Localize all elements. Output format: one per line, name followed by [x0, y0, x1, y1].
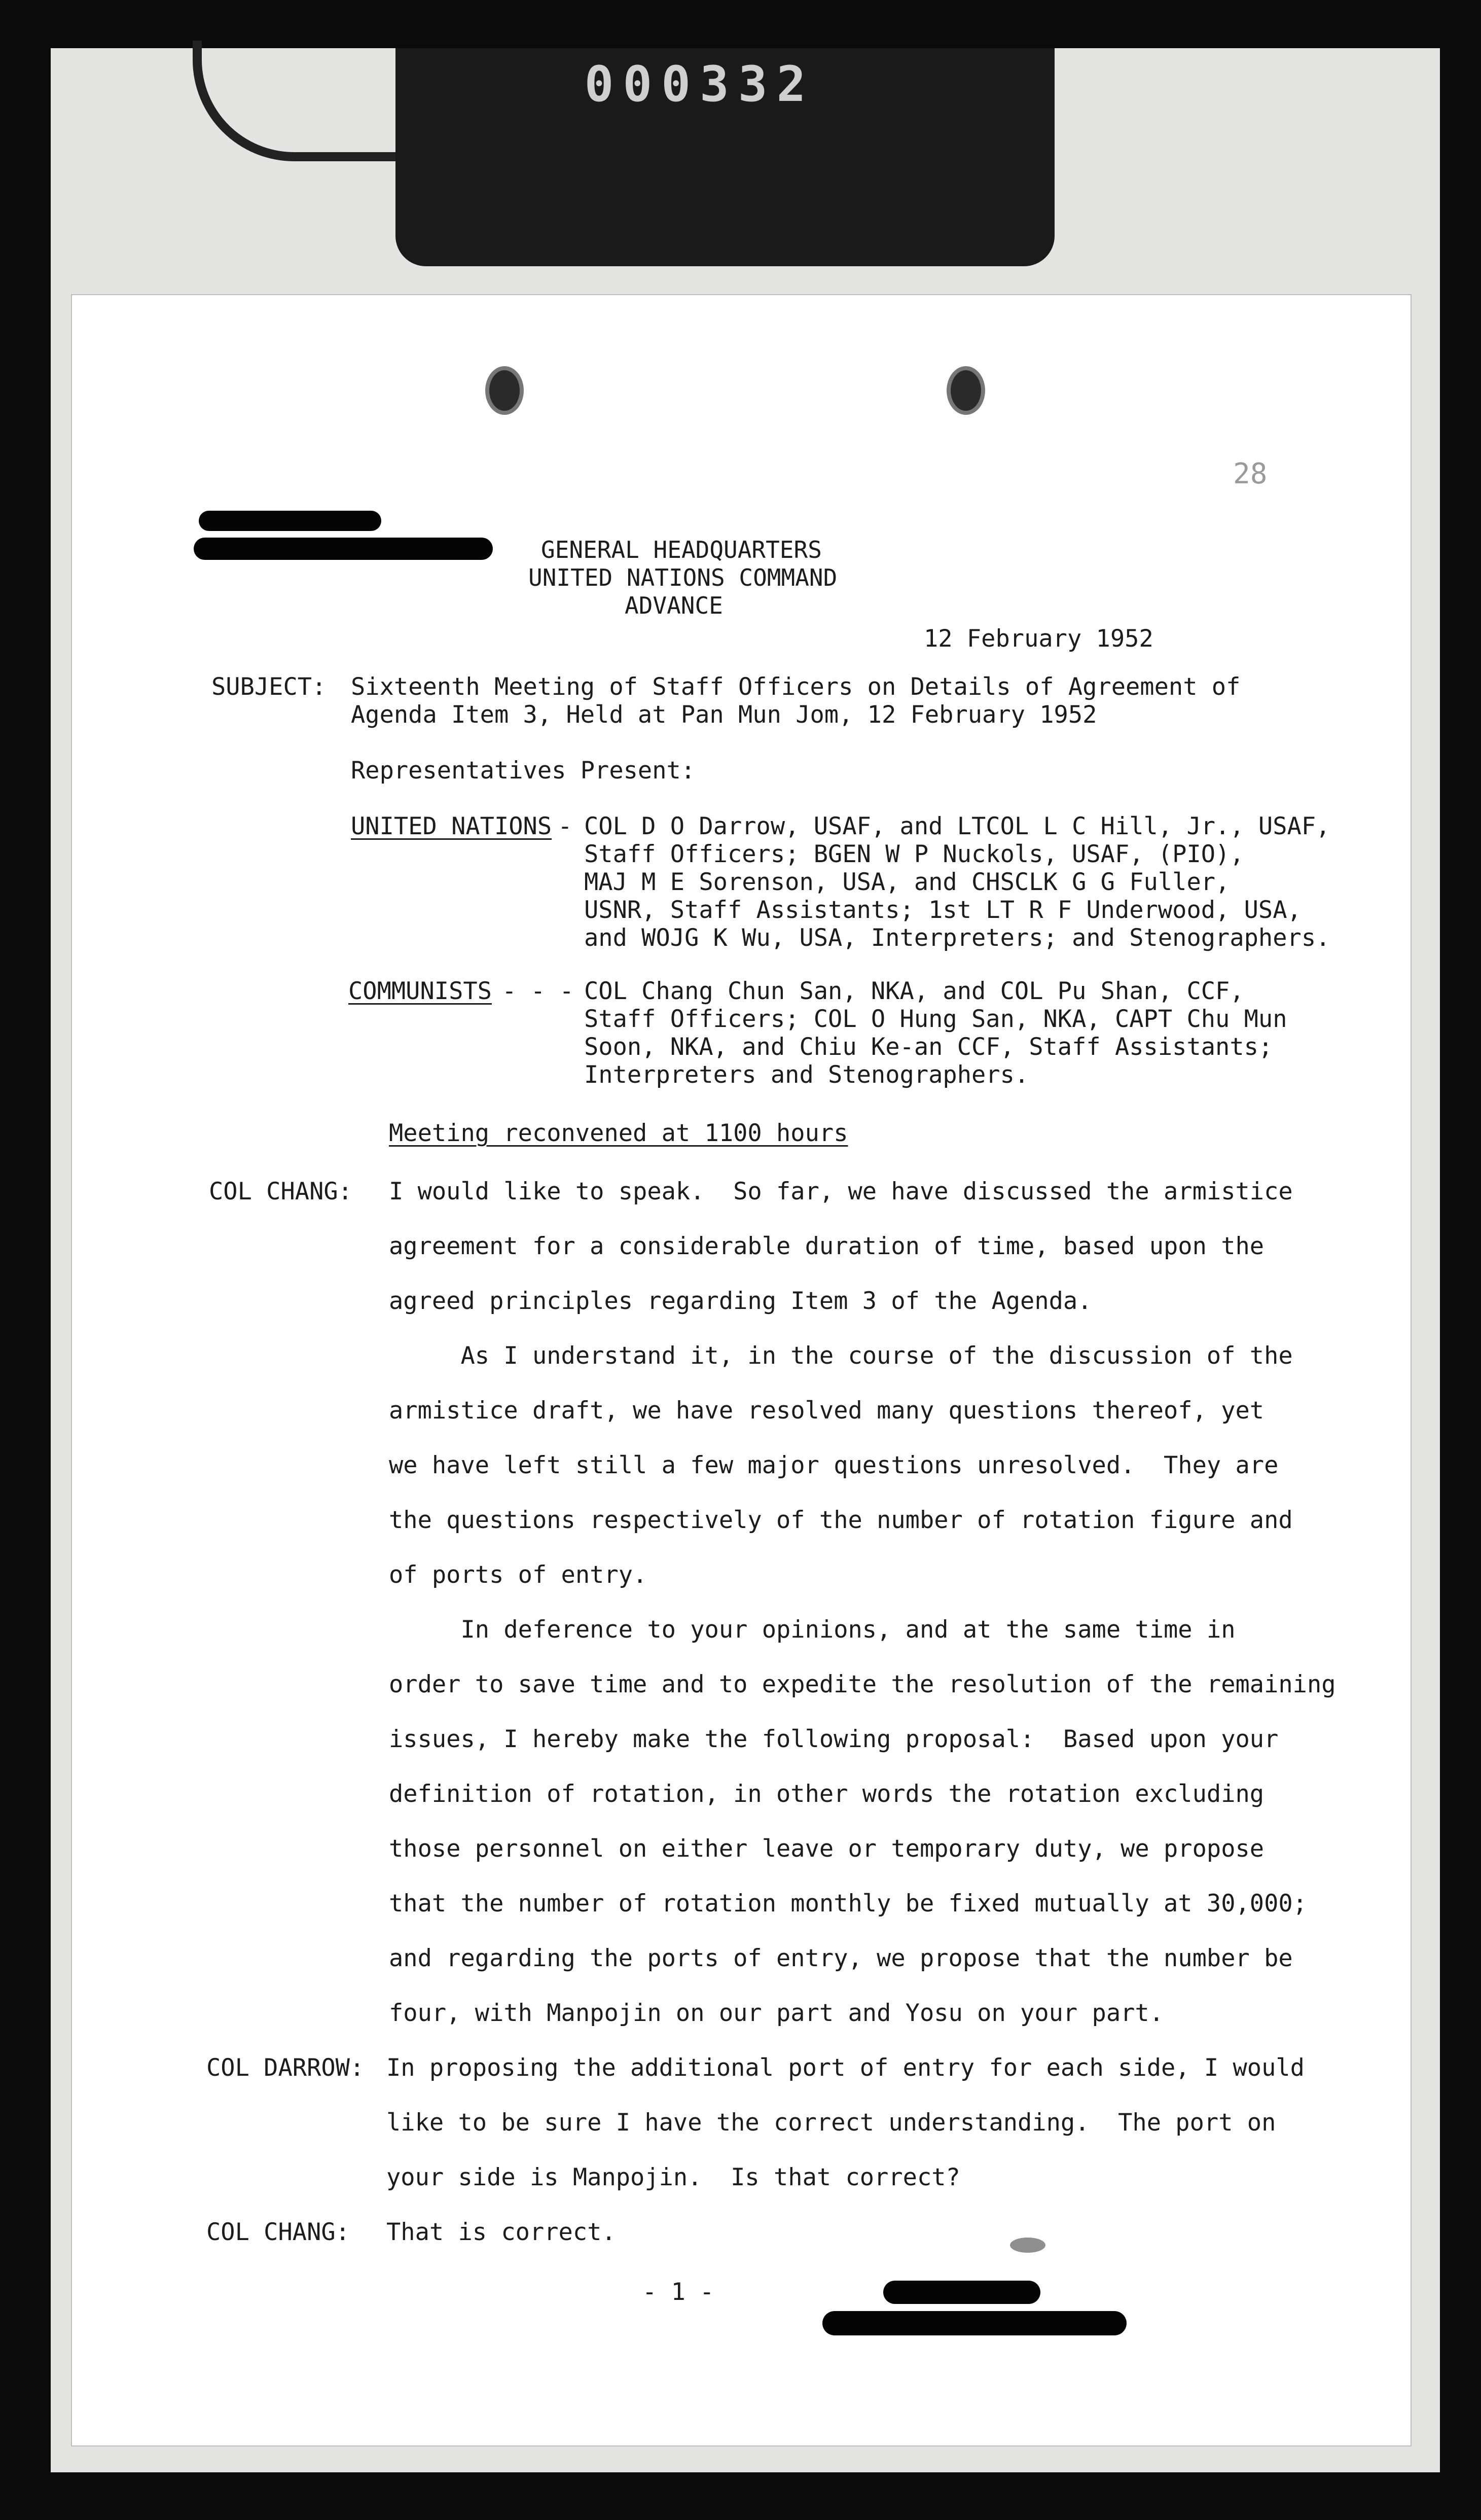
speech-line: we have left still a few major questions unresolved. They are [389, 1451, 1279, 1479]
speech-line: In proposing the additional port of entry for each side, I would [386, 2054, 1305, 2082]
speech-line: As I understand it, in the course of the discussion of the [389, 1342, 1293, 1370]
header-line-1: GENERAL HEADQUARTERS [541, 536, 822, 563]
un-line: and WOJG K Wu, USA, Interpreters; and Stenographers. [584, 924, 1330, 952]
speech-line: armistice draft, we have resolved many questions thereof, yet [389, 1397, 1265, 1425]
communists-line: Interpreters and Stenographers. [584, 1061, 1029, 1089]
redaction-bar [883, 2281, 1040, 2304]
speech-line: agreed principles regarding Item 3 of the Agenda. [389, 1287, 1092, 1315]
speech-line: agreement for a considerable duration of time, based upon the [389, 1232, 1265, 1260]
document-date: 12 February 1952 [924, 625, 1153, 653]
punch-hole-left [485, 366, 524, 415]
un-line: Staff Officers; BGEN W P Nuckols, USAF, (PIO), [584, 840, 1244, 868]
reconvened-heading: Meeting reconvened at 1100 hours [389, 1119, 848, 1147]
speech-line: that the number of rotation monthly be fixed mutually at 30,000; [389, 1890, 1307, 1918]
header-line-3: ADVANCE [625, 592, 723, 619]
redaction-bar [199, 511, 381, 531]
speaker-label: COL DARROW: [206, 2054, 365, 2082]
page-number: - 1 - [642, 2278, 714, 2306]
speech-line: issues, I hereby make the following proposal: Based upon your [389, 1725, 1279, 1753]
communists-line: COL Chang Chun San, NKA, and COL Pu Shan, CCF, [584, 977, 1244, 1005]
speech-line: definition of rotation, in other words the rotation excluding [389, 1780, 1265, 1808]
un-dash: - [544, 812, 587, 840]
communists-line: Staff Officers; COL O Hung San, NKA, CAPT Chu Mun [584, 1005, 1287, 1033]
un-line: USNR, Staff Assistants; 1st LT R F Underwood, USA, [584, 896, 1302, 924]
speech-line: In deference to your opinions, and at the same time in [389, 1616, 1236, 1644]
redaction-bar [194, 538, 493, 560]
communists-line: Soon, NKA, and Chiu Ke-an CCF, Staff Assistants; [584, 1033, 1273, 1061]
speech-line: and regarding the ports of entry, we propose that the number be [389, 1944, 1293, 1972]
punch-hole-right [947, 366, 985, 415]
speech-line: I would like to speak. So far, we have discussed the armistice [389, 1178, 1293, 1205]
speech-line: four, with Manpojin on our part and Yosu on your part. [389, 1999, 1164, 2027]
subject-line-2: Agenda Item 3, Held at Pan Mun Jom, 12 February 1952 [351, 701, 1097, 729]
speaker-label: COL CHANG: [206, 2218, 350, 2246]
speech-line: those personnel on either leave or temporary duty, we propose [389, 1835, 1265, 1863]
un-line: COL D O Darrow, USAF, and LTCOL L C Hill, Jr., USAF, [584, 812, 1330, 840]
document-page [71, 294, 1412, 2446]
speech-line: like to be sure I have the correct understanding. The port on [386, 2109, 1276, 2137]
redaction-bar [822, 2311, 1127, 2335]
speech-line: order to save time and to expedite the resolution of the remaining [389, 1671, 1336, 1698]
page-corner-mark: 28 [1233, 457, 1268, 490]
speech-line: your side is Manpojin. Is that correct? [386, 2163, 960, 2191]
un-label: UNITED NATIONS [351, 812, 552, 840]
speaker-label: COL CHANG: [209, 1178, 352, 1205]
speech-line: That is correct. [386, 2218, 616, 2246]
speech-line: the questions respectively of the number of rotation figure and [389, 1506, 1293, 1534]
communists-label: COMMUNISTS [348, 977, 492, 1005]
speech-line: of ports of entry. [389, 1561, 647, 1589]
header-line-2: UNITED NATIONS COMMAND [528, 564, 838, 591]
representatives-heading: Representatives Present: [351, 757, 696, 785]
ink-smudge [1010, 2238, 1045, 2253]
un-line: MAJ M E Sorenson, USA, and CHSCLK G G Fuller, [584, 868, 1230, 896]
communists-dash: - - - [488, 977, 589, 1005]
subject-label: SUBJECT: [211, 673, 327, 701]
subject-line-1: Sixteenth Meeting of Staff Officers on Details of Agreement of [351, 673, 1241, 701]
archive-stamp-number: 000332 [584, 56, 815, 113]
